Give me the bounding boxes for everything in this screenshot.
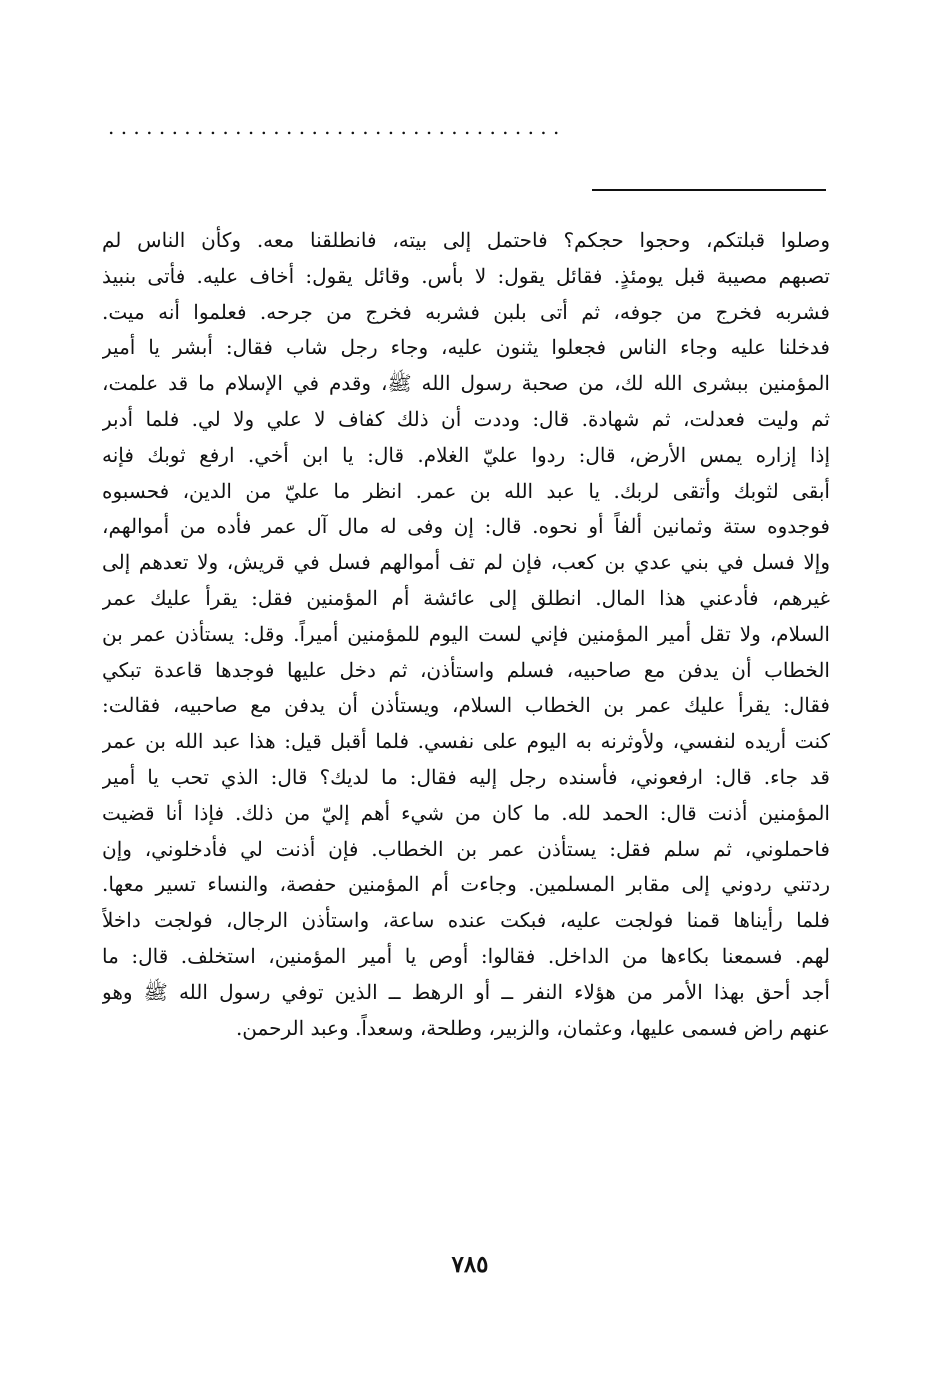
text-line: وصلوا قبلتكم، وحجوا حجكم؟ فاحتمل إلى بيته، فانطلقنا معه. وكأن الناس لم: [102, 228, 830, 252]
text-line: فشربه فخرج من جوفه، ثم أتى بلبن فشربه فخرج من جرحه. فعلموا أنه ميت.: [102, 299, 830, 324]
text-line: فقال: يقرأ عليك عمر بن الخطاب السلام، ويستأذن أن يدفن مع صاحبيه، فقالت:: [102, 693, 830, 718]
footnote-separator-rule: [592, 189, 826, 191]
text-line-last: عنهم راض فسمى عليها، وعثمان، والزبير، وطلحة، وسعداً. وعبد الرحمن.: [235, 1015, 830, 1040]
text-line: فاحملوني، ثم سلم فقل: يستأذن عمر بن الخطاب. فإن أذنت لي فأدخلوني، وإن: [102, 836, 830, 861]
text-line: غيرهم، فأدعني هذا المال. انطلق إلى عائشة أم المؤمنين فقل: يقرأ عليك عمر: [102, 585, 830, 610]
text-line: لهم. فسمعنا بكاءها من الداخل. فقالوا: أوص يا أمير المؤمنين، استخلف. قال: ما: [102, 943, 830, 968]
text-line: قد جاء. قال: ارفعوني، فأسنده رجل إليه فقال: ما لديك؟ قال: الذي تحب يا أمير: [102, 764, 830, 789]
text-line: المؤمنين أذنت قال: الحمد لله. ما كان من شيء أهم إليّ من ذلك. فإذا أنا قضيت: [102, 800, 830, 825]
text-line: الخطاب أن يدفن مع صاحبيه، فسلم واستأذن، ثم دخل عليها فوجدها قاعدة تبكي: [102, 657, 830, 682]
text-line: فوجدوه ستة وثمانين ألفاً أو نحوه. قال: إن وفى له مال آل عمر فأده من أموالهم،: [102, 514, 830, 539]
text-line: كنت أريده لنفسي، ولأوثرنه به اليوم على نفسي. فلما أقبل قيل: هذا عبد الله بن عمر: [102, 729, 830, 754]
text-line: فدخلنا عليه وجاء الناس فجعلوا يثنون عليه، وجاء رجل شاب فقال: أبشر يا أمير: [102, 335, 830, 360]
text-line: تصبهم مصيبة قبل يومئذٍ. فقائل يقول: لا بأس. وقائل يقول: أخاف عليه. فأتى بنبيذ: [102, 263, 830, 288]
text-line: وإلا فسل في بني عدي بن كعب، فإن لم تف أموالهم فسل في قريش، ولا تعدهم إلى: [102, 550, 830, 575]
text-line: المؤمنين ببشرى الله لك، من صحبة رسول الله ﷺ، وقدم في الإسلام ما قد علمت،: [102, 371, 830, 396]
text-line: أجد أحق بهذا الأمر من هؤلاء النفر ــ أو الرهط ــ الذين توفي رسول الله ﷺ وهو: [102, 979, 830, 1004]
ornamental-dot-separator: . . . . . . . . . . . . . . . . . . . . . . . . . . . . . . . . . . . .: [108, 115, 560, 139]
text-line: ثم وليت فعدلت، ثم شهادة. قال: وددت أن ذلك كفاف لا علي ولا لي. فلما أدبر: [102, 406, 830, 431]
text-line: فلما رأيناها قمنا فولجت عليه، فبكت عنده ساعة، واستأذن الرجال، فولجت داخلاً: [102, 908, 830, 933]
text-line: إذا إزاره يمس الأرض، قال: ردوا عليّ الغلام. قال: يا ابن أخي. ارفع ثوبك فإنه: [102, 442, 830, 467]
page-number: ٧٨٥: [451, 1251, 489, 1278]
text-line: ردتني ردوني إلى مقابر المسلمين. وجاءت أم المؤمنين حفصة، والنساء تسير معها.: [102, 872, 830, 897]
text-line: أبقى لثوبك وأتقى لربك. يا عبد الله بن عمر. انظر ما عليّ من الدين، فحسبوه: [102, 478, 830, 503]
text-line: السلام، ولا تقل أمير المؤمنين فإني لست اليوم للمؤمنين أميراً. وقل: يستأذن عمر بن: [102, 621, 830, 646]
body-text: [102, 223, 830, 1046]
